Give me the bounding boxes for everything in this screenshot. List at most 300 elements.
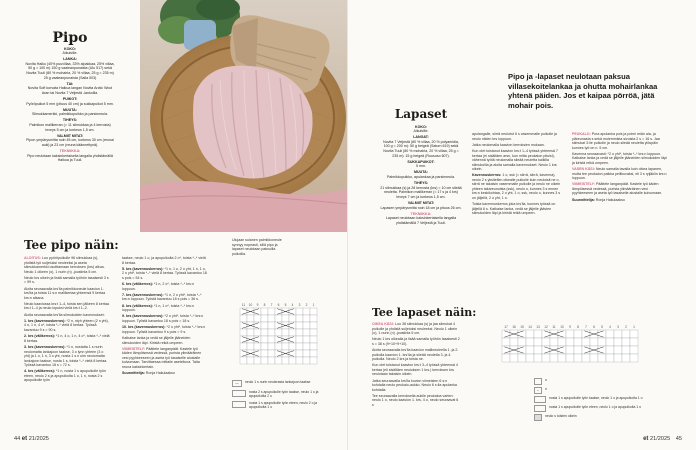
paragraph-text: *1 n, 4 o, 1 n, 4 o*, toista *–* vielä 8 kertaa.	[24, 334, 110, 343]
instruction-paragraph	[122, 304, 208, 313]
spec-label: SUKKAPUIKOT:	[407, 159, 435, 164]
chart-cell	[268, 322, 275, 329]
paragraph-text: Päättele langanpäät. Kastele työ käden lämpöisessä vedessä, purista ylimääräinen vesi pyyhkeeseen ja aseta työ tasaiselle alustalle kuivumaan. Tarvittaessa mittaile asetelluna. Taita reuna kaksinkertain.	[122, 346, 202, 369]
chart-column-number: 3	[298, 303, 301, 307]
instruction-paragraph	[472, 173, 562, 200]
chart-cell	[598, 354, 606, 362]
chart-cell	[622, 346, 630, 354]
paragraph-lead: 8. krs (välikerros):	[122, 303, 154, 308]
chart-cell	[275, 329, 282, 336]
chart-cell	[296, 357, 303, 364]
chart-cell	[296, 329, 303, 336]
chart-cell	[622, 338, 630, 346]
chart-cell	[534, 330, 542, 338]
chart-column-number: 8	[577, 325, 579, 329]
paragraph-text: Kun olet toistanut kaavion krs:t 1–4 työssä yhteensä 7 kertaa (ei sisältäen arsn, kun mitta peukalon pituisi), vähennä työtä neulomalla sileää neuletta kaikilla silmukoilla ja aloita samalla kavennukset. Neulo 1 krs oikein.	[472, 149, 558, 172]
instruction-paragraph	[122, 325, 208, 334]
pipo-pattern-chart	[232, 300, 328, 376]
chart-cell	[606, 346, 614, 354]
chart-cell	[566, 354, 574, 362]
pipo-spec-list	[24, 47, 116, 163]
paragraph-lead: 3. krs (kavennuskerros):	[24, 345, 67, 350]
chart-cell	[261, 329, 268, 336]
spec-value: Palmikkopuikko, apulankaa ja parsinneula.	[387, 175, 455, 180]
cable-back-icon	[232, 390, 246, 397]
paragraph-text: 1 o, ssk (= siirrä, siirrä, kavenna), neulo 2 s yksitellen oikealle puikolle kuin neuloisit ne o, siirrä ne takaisin vasemmalle puikolle ja neulo ne oikein yhteen takareunoista (ssk), neulo o, kunnes 3 s ennen krs:n keskikohtaa, 2 o yht, 1 o, ssk, neulo o, kunnes 3 s on jäljellä, 2 o yht, 1 o.	[472, 173, 561, 200]
pipo-instructions-col1	[24, 256, 110, 385]
chart-cell	[303, 322, 310, 329]
instruction-paragraph	[24, 313, 110, 318]
chart-cell	[254, 357, 261, 364]
cable-front-icon	[232, 401, 246, 408]
chart-cell	[282, 343, 289, 350]
purl-symbol-icon: –	[534, 387, 542, 394]
chart-cell	[296, 343, 303, 350]
paragraph-text: Neulo kaaviossa krs:t 1–4, toista sen jälkeen 8 kertaa krs:t 1–4 ja neulo lopuksi vielä krs:t 1–2.	[24, 301, 109, 311]
paragraph-text: Päättele langanpäät. Kastele työ käden lämpöisessä vedessä, purista ylimääräinen vesi pyyhkeeseen ja aseta työ tasaiselle alustalle kuivumaan.	[572, 182, 663, 196]
photo-caption: Ulujaan sulanen palmikkoneule synnyy nopeasti, sillä pipo ja lapaset neulotaan paksuilla puikoilla.	[232, 238, 282, 256]
spec-value: Aikuisille.	[413, 129, 429, 134]
instruction-paragraph	[372, 394, 460, 408]
chart-column-number: 9	[569, 325, 571, 329]
paragraph-text: Aloita seuraavalla krs'lla palmikkoneule kaavion 1. krs'lta ja toista 11 s:n mallikertaa yhteensä 9 kertaa krs:n aikana.	[24, 286, 106, 300]
lapaset-instructions-right	[572, 132, 670, 204]
chart-column-number: 9	[256, 303, 259, 307]
lapaset-spec-list	[380, 125, 462, 226]
page-number: 45	[675, 436, 682, 442]
instruction-paragraph	[372, 363, 460, 377]
chart-column-number: 12	[544, 325, 548, 329]
chart-cell	[542, 338, 550, 346]
paragraph-text: *1 n, nostatta 1 s nurin neulomatta lankajoon taakse, 3 o lynn yhteen (3 o yht) ja 1 o, 1 n, 3 o yht, nosta 1 s n ulm neulomatta lankajoon taakse, nosta 1 s, toista *–* vielä 8 kertaa. Työssä kavantuu 18 s = 72 s.	[24, 345, 108, 368]
chart-cell	[240, 315, 247, 322]
chart-column-number: 7	[585, 325, 587, 329]
paragraph-lead: 2. krs (välikerros):	[24, 334, 56, 339]
instruction-paragraph	[572, 132, 670, 150]
chart-column-number: 14	[528, 325, 532, 329]
spec-label: VALMIIT MITAT:	[56, 133, 84, 138]
chart-cell	[268, 343, 275, 350]
chart-cell	[275, 343, 282, 350]
spec-label: LANGAT:	[413, 135, 429, 140]
instruction-paragraph	[122, 293, 208, 302]
legend-text: n	[545, 387, 547, 391]
legend-text: nosta 1 s apupuikolle työn eteen, neulo 1 o ja apupuikolta 1 o	[549, 405, 641, 409]
legend-text: neulo 1 s nurin neulerasta lankajoon taakse	[245, 380, 311, 384]
paragraph-lead: 7. krs (kavennuskerros):	[122, 292, 165, 297]
spec-value: Palmikon mallikerran (= 11 silmukkaa ja 4 kerrosta) leveys 5 cm ja korkeus 1,5 cm.	[29, 123, 111, 132]
lapaset-chart-numbers	[504, 325, 635, 329]
instruction-paragraph	[24, 302, 110, 311]
lapaset-chart-grid	[502, 330, 638, 362]
paragraph-text: Aloita seuraavalla krs'lla kaavion mallineuleella 1. ja 2. puikolla kaavion 1. krs'lla ja sileää neuletta 3. ja 4. puikolla. Neulo 2 krs ja toista ne.	[372, 348, 459, 362]
legend-row	[534, 414, 670, 421]
paragraph-text: Luo pyöröpuikolle 96 silmukkaa (s), yhdistä työ suljetuksi neuleeksi ja aseta silmukkamerkki osoittamaan kerroksen (krs) alkua. Neulo 1 oikeen (o), 1 nurin (n) -joustinta 5 cm.	[24, 256, 105, 274]
paragraph-text: Kavenna seuraavasti: *2 o yht*, toista *–* krs:n loppuun. Katkaise lanka ja vedä se jäljelle jääneiden silmukoiden läpi ja kiristä reikä umpeen.	[572, 151, 667, 165]
chart-column-number: 5	[601, 325, 603, 329]
spec-label: PUIKOT:	[62, 97, 78, 102]
chart-column-number: 2	[305, 303, 308, 307]
chart-column-number: 13	[536, 325, 540, 329]
spec-value: Novita 7 Veljestä (80 % villaa, 20 % polyamidia, 100 g = 200 m): 50 g beigeä (Saturn 619) sekä Novita Tuuli (80 % mohairia, 20 % villaa, 25 g = 235 m): 15 g beigeä (Ruususo 607).	[383, 139, 459, 158]
paragraph-lead: 5. krs (kavennuskerros):	[122, 266, 165, 271]
legend-text: o	[545, 378, 547, 382]
chart-cell	[630, 346, 638, 354]
lapaset-instructions-mid	[472, 132, 562, 217]
issue-number: 21/2025	[28, 436, 49, 442]
chart-cell	[566, 346, 574, 354]
chart-cell	[261, 350, 268, 357]
chart-cell	[534, 338, 542, 346]
chart-cell	[510, 338, 518, 346]
paragraph-text: Toista kavennuskerros joka krs'lla, kunnes työssä on jäljellä 6 s. Katkaise lanka, vedä se jäljelle jäävien silmukoiden läpi ja kiristä reikä umpeen.	[472, 202, 556, 216]
paragraph-text: Aloita seuraavalla krs'lla silmukoiden kavennukset:	[24, 312, 105, 317]
spec-value: Aikuisille.	[62, 51, 78, 56]
chart-cell	[558, 354, 566, 362]
instruction-paragraph	[572, 167, 670, 181]
chart-cell	[296, 322, 303, 329]
chart-cell	[303, 343, 310, 350]
chart-cell	[582, 354, 590, 362]
right-page	[348, 0, 696, 450]
lapaset-pattern-chart	[472, 322, 672, 374]
spec-label: TEKNIIKKA:	[410, 211, 432, 216]
spec-value: Pipo neulotaan kaksinkertaisella langalla yhdistämällä Haikua ja Tuuli.	[27, 153, 113, 163]
chart-cell	[310, 343, 317, 350]
chart-cell	[261, 343, 268, 350]
lapaset-instructions-heading: Tee lapaset näin:	[372, 306, 477, 319]
instruction-paragraph	[24, 287, 110, 301]
instruction-paragraph	[122, 282, 208, 291]
chart-cell	[574, 330, 582, 338]
chart-cell	[310, 350, 317, 357]
chart-cell	[518, 338, 526, 346]
instruction-paragraph	[372, 348, 460, 362]
chart-cell	[296, 315, 303, 322]
chart-column-number: 6	[277, 303, 280, 307]
chart-column-number: 2	[625, 325, 627, 329]
paragraph-lead: 10. krs (kavennuskerros):	[122, 325, 167, 330]
chart-cell	[502, 338, 510, 346]
chart-cell	[606, 330, 614, 338]
instruction-paragraph	[122, 347, 208, 370]
paragraph-text: *1 n, 2 o*, toista *–* krs:n loppuun.	[122, 282, 194, 291]
chart-cell	[282, 315, 289, 322]
chart-cell	[534, 354, 542, 362]
chart-cell	[247, 315, 254, 322]
paragraph-text: *1 n, 1 o*, toista *–* krs:n loppuun.	[122, 303, 194, 313]
spec-label: KOKO:	[415, 124, 427, 129]
paragraph-lead: OIKEA KÄSI:	[372, 322, 396, 326]
chart-column-number: 16	[512, 325, 516, 329]
page-number-right	[643, 436, 682, 442]
paragraph-text: Ronja Hakulaakso	[145, 371, 175, 376]
chart-column-number: 15	[520, 325, 524, 329]
lapaset-specs	[380, 107, 462, 225]
chart-cell	[247, 357, 254, 364]
chart-cell	[289, 357, 296, 364]
instruction-paragraph	[572, 152, 670, 166]
chart-cell	[275, 315, 282, 322]
paragraph-text: *2 o yht*, toista *–* krs:n loppuun. Työstä kavantuu 18 s pois = 18 s.	[122, 314, 204, 323]
pipo-instructions-col2	[122, 256, 208, 377]
no-stitch-icon	[534, 414, 542, 421]
chart-cell	[606, 338, 614, 346]
chart-cell	[526, 346, 534, 354]
chart-cell	[261, 315, 268, 322]
chart-column-number: 1	[312, 303, 315, 307]
chart-cell	[268, 357, 275, 364]
chart-cell	[310, 336, 317, 343]
paragraph-text: Luo 38 silmukkaa (s) ja jaa silmukat 4 puikolle ja yhdistä suljetuksi neuleeksi. Neulo 1 oikein (o), 1 nurin (n) -joustinta 5 cm.	[372, 322, 458, 335]
chart-column-number: 10	[248, 303, 253, 307]
chart-cell	[590, 338, 598, 346]
paragraph-text: *1 n, nosta 1 s apupuikolle työn eteen, neulo 2 s ja apupuikolta 1 o, 1 n, nosta 2 s apupuikolle työn	[24, 369, 106, 383]
chart-column-number: 17	[504, 325, 508, 329]
chart-cell	[614, 346, 622, 354]
paragraph-lead: Kavennuskerros:	[472, 173, 503, 178]
pipo-title: Pipo	[52, 30, 88, 46]
paragraph-lead: VASEN KÄSI:	[572, 167, 596, 172]
chart-cell	[282, 329, 289, 336]
paragraph-lead: PEUKALO:	[572, 132, 592, 136]
chart-cell	[303, 329, 310, 336]
spec-label: TIHEYS:	[62, 118, 78, 123]
chart-cell	[310, 357, 317, 364]
paragraph-text: Katkaise lanka ja vedä se jäljelle jääneiden silmukoiden läpi. Kiristä reikä umpeen.	[122, 336, 191, 345]
chart-cell	[268, 308, 275, 315]
instruction-paragraph	[24, 319, 110, 333]
chart-cell	[268, 315, 275, 322]
chart-cell	[254, 343, 261, 350]
chart-column-number: 10	[560, 325, 564, 329]
chart-cell	[303, 336, 310, 343]
chart-cell	[310, 308, 317, 315]
instruction-paragraph	[472, 202, 562, 216]
spec-value: Pyöröpuikot 5 mm (pituus 40 cm) ja sukkapuikot 5 mm.	[26, 101, 114, 106]
instruction-paragraph	[572, 198, 670, 203]
chart-cell	[310, 322, 317, 329]
page-number-left	[14, 436, 49, 442]
chart-cell	[518, 354, 526, 362]
paragraph-text: Pura apulanka pois ja poimi reiän ala- ja yläreunasta s sekä molemmista sivuista 2 s = 16 s. Jaa silmukat 3:lle puikolle ja neulo sileää neuletta ylöspäin kunnes työ on n. 5 cm.	[572, 132, 660, 150]
chart-cell	[240, 343, 247, 350]
chart-cell	[598, 338, 606, 346]
chart-cell	[526, 338, 534, 346]
paragraph-text: *2 n, ntyh yhteen (2 n yht), 4 o, 1 n, 4 o*, toista *–* vielä 8 kertaa. Työssä kavantuu 9 s = 90 s.	[24, 318, 109, 332]
chart-cell	[534, 346, 542, 354]
instruction-paragraph	[24, 369, 110, 383]
paragraph-text: apulangalle, siirrä neulotut 6 s vasemmalle puikolle ja neulo niiden krs loppuun.	[472, 132, 557, 141]
legend-text: nosta 1 s apupuikolle työn taakse, neulo 1 o ja apupuikolta 1 o	[549, 396, 643, 400]
chart-column-number: 3	[617, 325, 619, 329]
chart-cell	[558, 338, 566, 346]
spec-value: Pipon ympärysmitta noin 45 cm, korkeus 30 cm (reunai auki) ja 23 cm (reuna käännettynä).	[26, 138, 114, 147]
chart-cell	[303, 357, 310, 364]
chart-cell	[268, 336, 275, 343]
chart-cell	[296, 336, 303, 343]
chart-cell	[630, 354, 638, 362]
chart-cell	[502, 354, 510, 362]
chart-cell	[622, 330, 630, 338]
paragraph-lead: Suunnittelija:	[572, 197, 596, 202]
chart-cell	[247, 329, 254, 336]
chart-column-number: 7	[270, 303, 273, 307]
chart-cell	[614, 338, 622, 346]
paragraph-lead: ALOITUS:	[24, 256, 42, 260]
instruction-paragraph	[122, 314, 208, 323]
spec-value: Silmukkamerkki, palmikkopuikko ja parsinneula.	[31, 112, 109, 117]
paragraph-lead: Suunnittelija:	[122, 371, 146, 376]
chart-cell	[282, 357, 289, 364]
chart-cell	[574, 354, 582, 362]
chart-cell	[606, 354, 614, 362]
spec-label: LANKA:	[63, 57, 77, 62]
paragraph-text: taakse, neulo 1 o, ja apupuikolta 2 o*, toista *–* vielä 8 kertaa.	[122, 256, 206, 265]
chart-cell	[622, 354, 630, 362]
pipo-chart-legend	[232, 380, 328, 409]
purl-symbol-icon: —	[232, 380, 242, 387]
paragraph-lead: 9. krs (kavennuskerros):	[122, 314, 165, 319]
chart-cell	[590, 354, 598, 362]
spec-value: 21 silmukkaa (s) ja 28 kerrosta (krs) = 10 cm sileää neuletta. Palmikon mallikerran (= 17 s ja 4 krs) leveys 7 cm ja korkeus 1,5 cm.	[380, 185, 462, 199]
instruction-paragraph	[24, 256, 110, 274]
instruction-paragraph	[122, 371, 208, 376]
spec-label: MUUTA:	[63, 107, 77, 112]
legend-text: nosta 2 s apupuikolle työn taakse, neulo 1 o ja apupuikolta 2 o	[248, 390, 319, 398]
legend-row	[232, 390, 328, 398]
chart-cell	[582, 338, 590, 346]
paragraph-text: *1 n, 1 o, 2 o yht, 1 n, 1 o, 2 o yht*, toista *–* vielä 8 kertaa. Työssä kavantuu 18 s pois = 54 s.	[122, 266, 207, 280]
chart-cell	[526, 330, 534, 338]
paragraph-text: Ronja Hakulaakso	[595, 197, 625, 202]
spec-value: Lapaset neulotaan kaksinkertaisella langalla yhdistämällä 7 Veljestä ja Tuuli.	[385, 216, 457, 225]
chart-cell	[254, 315, 261, 322]
chart-column-number: 1	[633, 325, 635, 329]
paragraph-lead: VIIMEISTELY:	[572, 182, 596, 187]
lapaset-chart-legend	[534, 378, 670, 421]
issue-number: 21/2025	[649, 436, 671, 442]
lapaset-instructions-left	[372, 322, 460, 409]
pipo-intro	[24, 30, 116, 163]
instruction-paragraph	[472, 132, 562, 141]
paragraph-lead: VIIMEISTELY:	[122, 346, 146, 351]
paragraph-lead: 1. krs (kavennuskerros):	[24, 318, 67, 323]
spec-label: TEKNIIKKA:	[59, 148, 81, 153]
chart-cell	[254, 329, 261, 336]
cable-back-icon	[534, 396, 546, 403]
chart-cell	[542, 354, 550, 362]
instruction-paragraph	[24, 334, 110, 343]
instruction-paragraph	[122, 267, 208, 281]
chart-column-number: 11	[241, 303, 246, 307]
chart-cell	[296, 308, 303, 315]
chart-cell	[268, 350, 275, 357]
instruction-paragraph	[24, 276, 110, 285]
pull-quote: Pipo ja -lapaset neulotaan paksua villasekoitelankaa ja ohutta mohairlankaa yhtenä päiden. Jos et kaipaa pörröä, jätä mohair pois.	[508, 72, 658, 110]
chart-cell	[275, 357, 282, 364]
paragraph-text: Neulo samalla tavalla kuin oikea lapanen, mutta tee peukalon paikka peilikuvaksi, eli 3 s ryijäklin krs:n loppuun.	[572, 167, 667, 181]
chart-cell	[289, 343, 296, 350]
spec-label: TIHEYS:	[413, 181, 429, 186]
paragraph-text: Jatka seuraavalla krs'lla kuvion viimeisten 6 s:n kohdalla neulo peukalo-aukko. Neulo 6 s:lla apulanka kohdalla.	[372, 378, 457, 392]
paragraph-text: *1 n, 2 o yht*, toista *–* krs:n loppuun. Työstä kavantuu 18 s pois = 36 s.	[122, 292, 202, 302]
chart-cell	[289, 329, 296, 336]
chart-column-number: 11	[552, 325, 556, 329]
spec-value: 5 mm.	[416, 164, 426, 169]
chart-cell	[550, 338, 558, 346]
chart-cell	[303, 315, 310, 322]
chart-column-number: 5	[284, 303, 287, 307]
instruction-paragraph	[372, 337, 460, 346]
paragraph-text: *2 o yht*, toista *–* krs:n loppuun. Työstä kavantuu 9 s pois = 9 s.	[122, 325, 206, 334]
chart-column-number: 6	[593, 325, 595, 329]
chart-cell	[240, 357, 247, 364]
pipo-instructions-heading: Tee pipo näin:	[24, 238, 119, 252]
chart-cell	[630, 330, 638, 338]
chart-cell	[261, 336, 268, 343]
photo-illustration	[140, 0, 348, 232]
legend-text: neulo s toisten oikein	[545, 414, 577, 418]
magazine-logo: et	[643, 436, 649, 442]
instruction-paragraph	[372, 379, 460, 393]
instruction-paragraph	[472, 143, 562, 148]
product-photo	[140, 0, 348, 232]
instruction-paragraph	[122, 256, 208, 265]
chart-cell	[261, 322, 268, 329]
cable-front-icon	[534, 405, 546, 412]
chart-column-number: 8	[263, 303, 266, 307]
chart-cell	[630, 338, 638, 346]
legend-row	[232, 401, 328, 409]
chart-column-number: 4	[609, 325, 611, 329]
chart-column-number: 4	[291, 303, 294, 307]
chart-cell	[574, 338, 582, 346]
chart-cell	[261, 308, 268, 315]
chart-cell	[510, 354, 518, 362]
spec-label: KOKO:	[64, 46, 76, 51]
instruction-paragraph	[122, 336, 208, 345]
spec-value: Lapasen ympärysmitta noin 18 cm ja pituus 26 cm.	[380, 205, 462, 210]
chart-cell	[303, 308, 310, 315]
paragraph-text: Kun olet toistanut kaavion krs:t 3–4 työssä yhteensä 4 kertaa (eli sisältäen neuloksen 1 krs.) kerroksen krs neulotaan takaisin oikein.	[372, 363, 458, 377]
spec-label: TAI:	[66, 81, 74, 86]
pipo-chart-numbers	[242, 303, 315, 307]
legend-row	[534, 396, 670, 403]
instruction-paragraph	[572, 182, 670, 196]
paragraph-text: Neulo 1 krs oikealla ja lisää samalla työhön tasaisesti 2 s = 38 s (9+10+9+10).	[372, 337, 460, 346]
chart-cell	[261, 357, 268, 364]
chart-cell	[303, 350, 310, 357]
legend-row	[534, 378, 670, 385]
knit-symbol-icon	[534, 378, 542, 385]
chart-cell	[566, 338, 574, 346]
paragraph-text: Neulo krs oikein ja lisää samalla työhön tasaisesti 3 s = 99 s.	[24, 275, 109, 285]
chart-cell	[526, 354, 534, 362]
pipo-chart-grid	[240, 308, 317, 364]
spec-value: Novita Soft korvata Haikua langan Novita Arctic Wool Aran tai Novita 7 Veljestä -lankoilla.	[27, 86, 113, 95]
chart-cell	[614, 354, 622, 362]
chart-cell	[574, 346, 582, 354]
spec-label: MUUTA:	[414, 170, 428, 175]
chart-cell	[268, 329, 275, 336]
chart-cell	[550, 354, 558, 362]
chart-cell	[296, 350, 303, 357]
legend-row	[534, 387, 670, 394]
instruction-paragraph	[372, 322, 460, 336]
legend-text: nosta 1 s apupuikolle työn eteen, neulo 2 o ja apupuikolta 1 o	[249, 401, 318, 409]
paragraph-text: Jatka neulomalla kaavion kerroksien mukaan.	[472, 142, 545, 147]
